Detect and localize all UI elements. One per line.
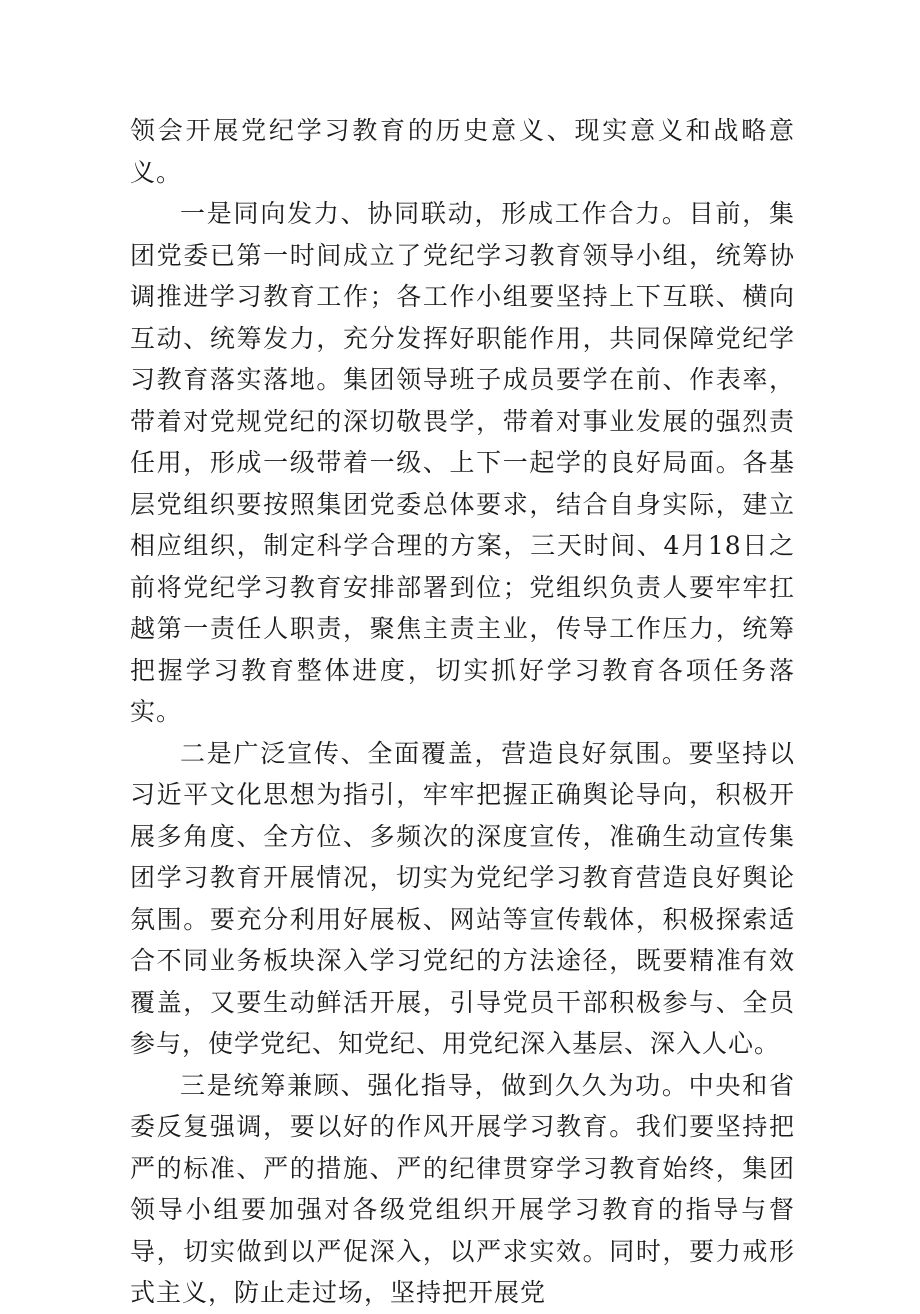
paragraph-point-two: 二是广泛宣传、全面覆盖，营造良好氛围。要坚持以习近平文化思想为指引，牢牢把握正确舆论导向，积极开展多角度、全方位、多频次的深度宣传，准确生动宣传集团学习教育开展情况，切实为党纪学习教育营造良好舆论氛围。要充分利用好展板、网站等宣传载体，积极探索适合不同业务板块深入学习党纪的方法途径，既要精准有效覆盖，又要生动鲜活开展，引导党员干部积极参与、全员参与，使学党纪、知党纪、用党纪深入基层、深入人心。 — [130, 738, 795, 1058]
paragraph-point-three: 三是统筹兼顾、强化指导，做到久久为功。中央和省委反复强调，要以好的作风开展学习教育。我们要坚持把严的标准、严的措施、严的纪律贯穿学习教育始终，集团领导小组要加强对各级党组织开展学习教育的指导与督导，切实做到以严促深入，以严求实效。同时，要力戒形式主义，防止走过场，坚持把开展党 — [130, 1070, 795, 1307]
paragraph-point-one: 一是同向发力、协同联动，形成工作合力。目前，集团党委已第一时间成立了党纪学习教育领导小组，统筹协调推进学习教育工作；各工作小组要坚持上下互联、横向互动、统筹发力，充分发挥好职能作用，共同保障党纪学习教育落实落地。集团领导班子成员要学在前、作表率，带着对党规党纪的深切敬畏学，带着对事业发展的强烈责任用，形成一级带着一级、上下一起学的良好局面。各基层党组织要按照集团党委总体要求，结合自身实际，建立相应组织，制定科学合理的方案，三天时间、4月18日之前将党纪学习教育安排部署到位；党组织负责人要牢牢扛越第一责任人职责，聚焦主责主业，传导工作压力，统筹把握学习教育整体进度，切实抓好学习教育各项任务落实。 — [130, 199, 795, 726]
document-body — [130, 110, 795, 1314]
paragraph-continuation: 领会开展党纪学习教育的历史意义、现实意义和战略意义。 — [130, 116, 795, 187]
